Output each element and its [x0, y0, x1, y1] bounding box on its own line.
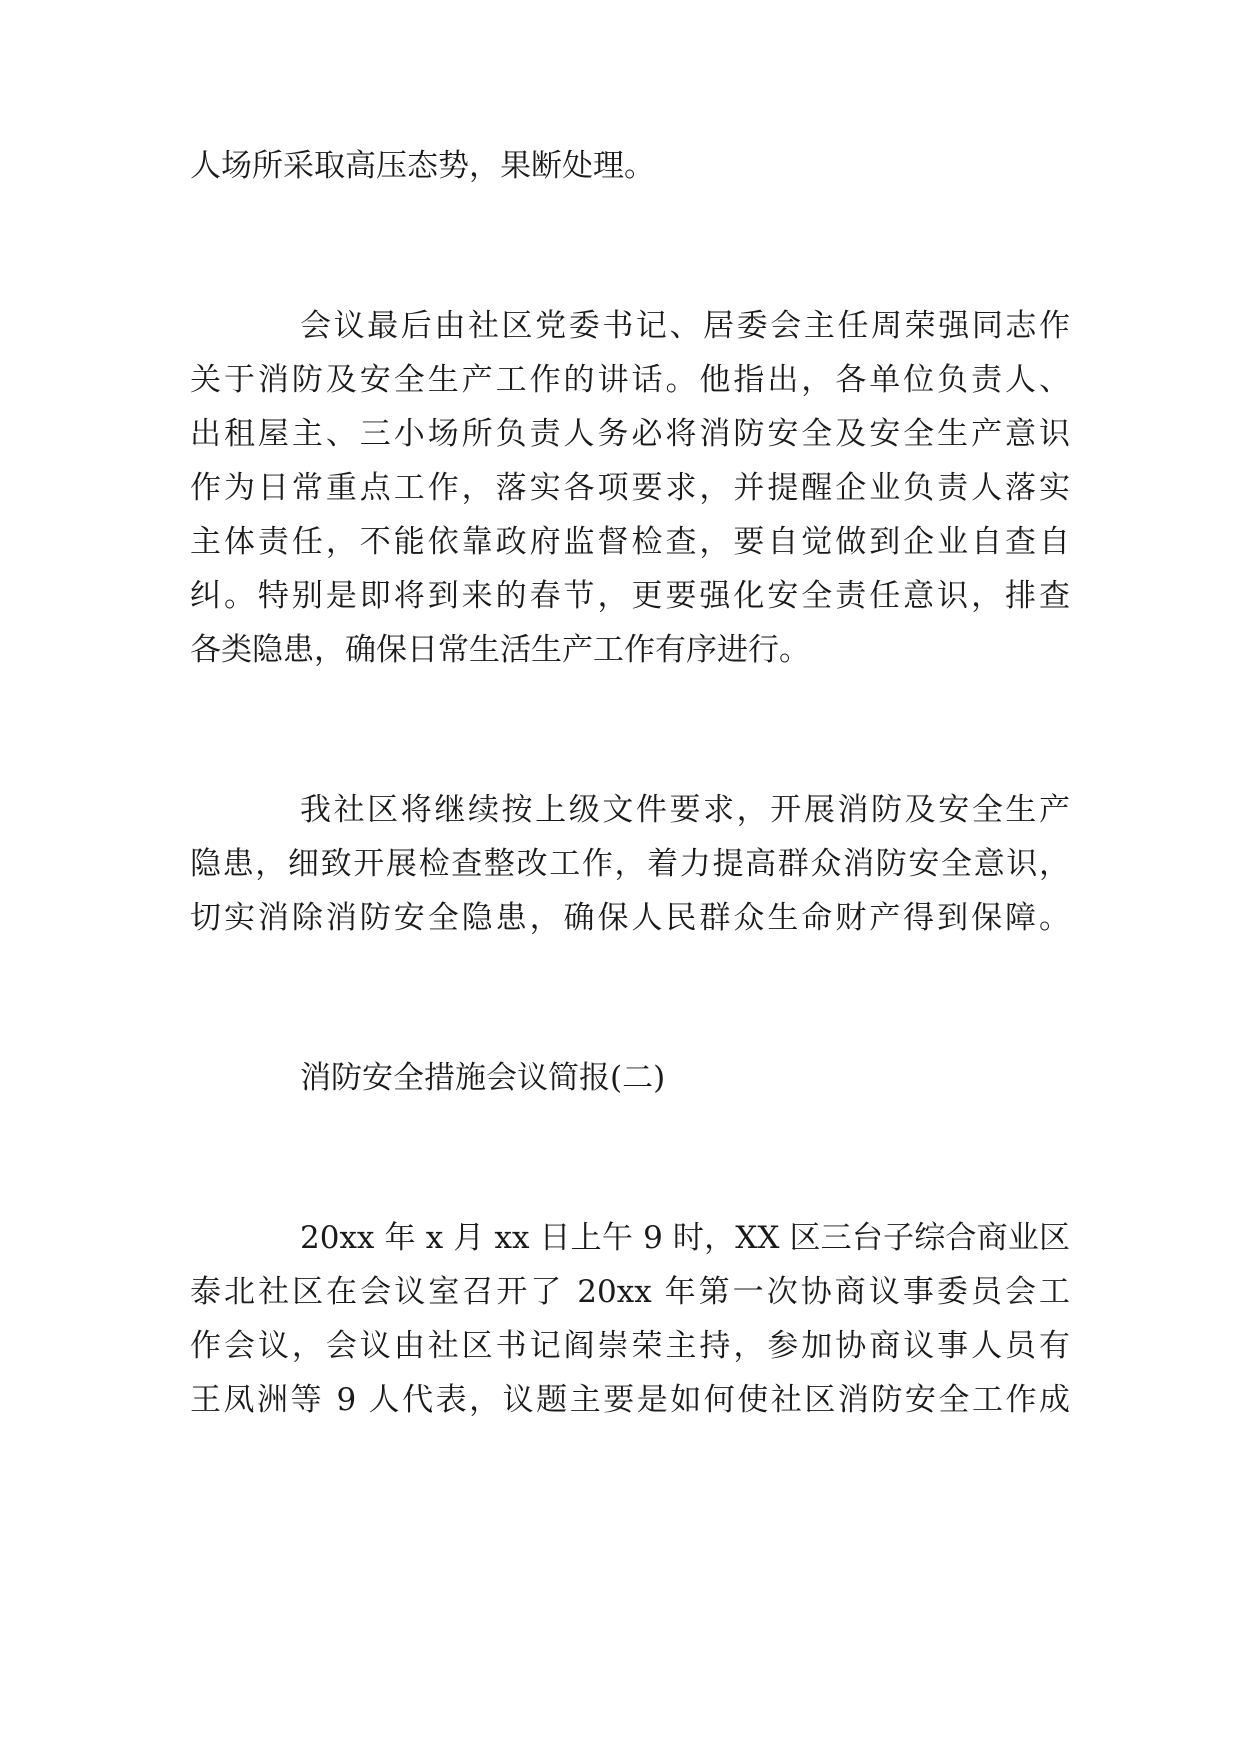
paragraph-line: 王凤洲等 9 人代表，议题主要是如何使社区消防安全工作成 — [190, 1382, 1070, 1418]
paragraph-line: 出租屋主、三小场所负责人务必将消防安全及安全生产意识 — [190, 416, 1070, 452]
paragraph-line: 我社区将继续按上级文件要求，开展消防及安全生产 — [300, 792, 1070, 828]
paragraph-line: 隐患，细致开展检查整改工作，着力提高群众消防安全意识， — [190, 846, 1070, 882]
paragraph-line: 各类隐患，确保日常生活生产工作有序进行。 — [190, 632, 810, 668]
paragraph-line: 纠。特别是即将到来的春节，更要强化安全责任意识，排查 — [190, 578, 1070, 614]
paragraph-line: 切实消除消防安全隐患，确保人民群众生命财产得到保障。 — [190, 900, 1070, 936]
paragraph-line: 20xx 年 x 月 xx 日上午 9 时，XX 区三台子综合商业区 — [300, 1220, 1070, 1256]
paragraph-line: 会议最后由社区党委书记、居委会主任周荣强同志作 — [300, 308, 1070, 344]
section-heading: 消防安全措施会议简报(二) — [300, 1060, 666, 1096]
paragraph-line: 人场所采取高压态势，果断处理。 — [190, 148, 655, 184]
paragraph-line: 关于消防及安全生产工作的讲话。他指出，各单位负责人、 — [190, 362, 1070, 398]
paragraph-line: 作为日常重点工作，落实各项要求，并提醒企业负责人落实 — [190, 470, 1070, 506]
paragraph-line: 泰北社区在会议室召开了 20xx 年第一次协商议事委员会工 — [190, 1274, 1070, 1310]
paragraph-line: 主体责任，不能依靠政府监督检查，要自觉做到企业自查自 — [190, 524, 1070, 560]
paragraph-line: 作会议，会议由社区书记阎崇荣主持，参加协商议事人员有 — [190, 1328, 1070, 1364]
